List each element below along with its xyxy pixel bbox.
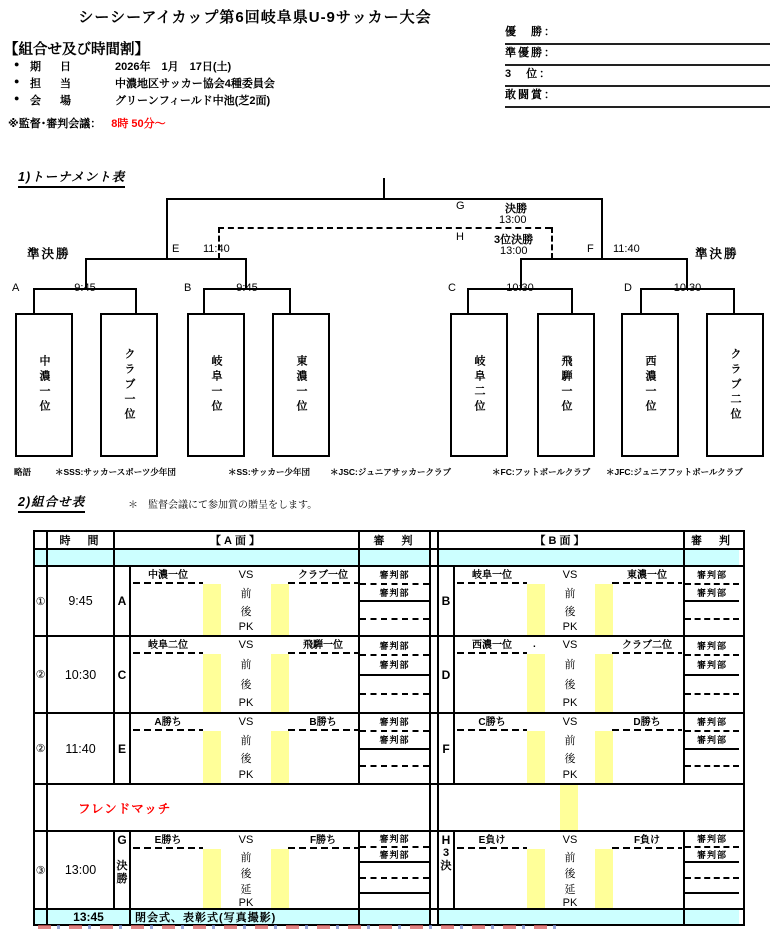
team-box — [621, 313, 679, 457]
referee-label: 審判部 — [696, 834, 727, 845]
score-strip — [595, 731, 613, 783]
vs-label: VS — [238, 569, 254, 581]
team-underline — [288, 582, 358, 584]
abbr-item: ＊JFC:ジュニアフットボールクラブ — [606, 467, 743, 477]
team-box — [15, 313, 73, 457]
third-place-time: 13:00 — [500, 245, 528, 257]
team-name: 岐阜二位 — [473, 355, 485, 415]
abbr-item: ＊SS:サッカー少年団 — [228, 467, 311, 477]
match-block-b — [455, 714, 685, 783]
page-title: シーシーアイカップ第6回岐阜県U-9サッカー大会 — [78, 9, 432, 26]
row-number: ② — [35, 714, 48, 783]
score-strip — [271, 584, 289, 635]
match-f-time: 11:40 — [613, 243, 640, 255]
bullet-icon: ● — [14, 76, 20, 86]
team-box — [537, 313, 595, 457]
team1-label: 岐阜二位 — [148, 640, 188, 651]
schedule-table — [33, 530, 745, 926]
team-underline — [133, 847, 203, 849]
period-labels: 前 後 PK — [562, 588, 578, 633]
period-labels: 前 後 PK — [238, 659, 254, 709]
row-time: 11:40 — [48, 714, 115, 783]
friendly-match-row — [35, 785, 743, 832]
team2-label: F負け — [633, 835, 661, 846]
referee-cell — [685, 832, 739, 908]
match-f-letter: F — [587, 243, 594, 255]
final-letter: G — [456, 200, 465, 212]
closing-label: 閉会式、表彰式(写真撮影) — [131, 910, 360, 924]
bracket-line — [520, 258, 688, 260]
team-name: クラブ二位 — [729, 347, 741, 423]
meeting-time: 8時 50分～ — [111, 118, 166, 130]
vs-label: VS — [238, 716, 254, 728]
score-strip — [271, 731, 289, 783]
meeting-label: ※監督･審判会議： — [8, 118, 102, 130]
period-labels: 前 後 延 PK — [562, 852, 578, 909]
schedule-section-label: 2)組合せ表 — [18, 492, 85, 513]
team-underline — [612, 729, 682, 731]
prize-list — [505, 24, 770, 108]
team1-label: 西濃一位 — [472, 640, 512, 651]
third-sub-label: 3決 — [440, 847, 452, 872]
match-letter-final: H 3決 — [439, 832, 455, 908]
bullet-icon: ● — [14, 59, 20, 69]
info-value: 2026年 1月 17日(土) — [115, 61, 232, 73]
info-value: グリーンフィールド中池(芝2面) — [115, 95, 271, 107]
match-letter: B — [439, 567, 455, 635]
cyan-band-row — [35, 550, 743, 567]
vs-label: VS — [562, 639, 578, 651]
match-block-a — [131, 714, 360, 783]
score-strip — [595, 584, 613, 635]
team1-label: 中濃一位 — [148, 570, 188, 581]
info-line-organizer — [8, 75, 488, 91]
final-sub-label: 決勝 — [116, 860, 128, 885]
team-underline — [288, 652, 358, 654]
referee-cell — [685, 637, 739, 712]
closing-time: 13:45 — [48, 910, 131, 924]
info-value: 中濃地区サッカー協会4種委員会 — [115, 78, 275, 90]
row-number: ③ — [35, 832, 48, 908]
info-label: 期 日 — [30, 61, 75, 73]
match-e-time: 11:40 — [203, 243, 230, 255]
team-name: クラブ一位 — [123, 347, 135, 423]
row-time: 13:00 — [48, 832, 115, 908]
score-strip — [203, 584, 221, 635]
match-block-a — [131, 637, 360, 712]
section-heading: 【組合せ及び時間割】 — [4, 42, 149, 58]
team-box — [187, 313, 245, 457]
match-a-letter: A — [12, 282, 20, 294]
team-box — [100, 313, 158, 457]
score-strip — [271, 849, 289, 908]
match-letter: C — [115, 637, 131, 712]
match-row-4 — [35, 832, 743, 910]
team2-label: D勝ち — [633, 717, 661, 728]
referee-label: 審判部 — [379, 834, 410, 845]
team2-label: クラブ二位 — [622, 640, 672, 651]
final-name: 決勝 — [505, 203, 527, 215]
referee-label: 審判部 — [379, 735, 410, 746]
period-labels: 前 後 PK — [562, 735, 578, 781]
match-b-time: 9:45 — [236, 282, 258, 294]
referee-cell — [685, 567, 739, 635]
meeting-note — [8, 115, 166, 131]
score-strip — [271, 654, 289, 712]
match-e-letter: E — [172, 243, 180, 255]
period-labels: 前 後 PK — [238, 588, 254, 633]
score-strip — [203, 654, 221, 712]
team-underline — [288, 729, 358, 731]
score-strip — [527, 584, 545, 635]
referee-cell — [685, 714, 739, 783]
team2-label: F勝ち — [309, 835, 337, 846]
bracket-line — [166, 198, 168, 260]
match-block-b — [455, 832, 685, 908]
clipped-text-remnant — [38, 925, 560, 929]
team2-label: 飛騨一位 — [303, 640, 343, 651]
score-strip — [595, 654, 613, 712]
bracket-line — [601, 198, 603, 260]
match-row-1 — [35, 567, 743, 637]
col-header-time: 時 間 — [48, 532, 115, 548]
vs-label: VS — [238, 639, 254, 651]
team-name: 東濃一位 — [295, 355, 307, 415]
team-underline — [288, 847, 358, 849]
bracket-line-third-place — [218, 227, 551, 229]
semifinal-label-right: 準決勝 — [695, 247, 739, 261]
match-row-3 — [35, 714, 743, 785]
bracket-line — [166, 198, 603, 200]
match-letter: F — [439, 714, 455, 783]
match-block-a — [131, 832, 360, 908]
referee-label: 審判部 — [696, 735, 727, 746]
abbr-item: ＊FC:フットボールクラブ — [492, 467, 591, 477]
match-d-letter: D — [624, 282, 632, 294]
third-place-name: 3位決勝 — [494, 234, 534, 246]
team-underline — [612, 652, 682, 654]
team-underline — [457, 652, 527, 654]
score-strip — [203, 849, 221, 908]
vs-label: VS — [562, 569, 578, 581]
referee-cell — [360, 714, 431, 783]
team-underline — [612, 847, 682, 849]
team-name: 西濃一位 — [644, 355, 656, 415]
bracket-line-third-place — [551, 227, 553, 259]
row-number: ② — [35, 637, 48, 712]
referee-label: 審判部 — [379, 717, 410, 728]
bullet-icon: ● — [14, 93, 20, 103]
score-strip — [527, 849, 545, 908]
team-underline — [612, 582, 682, 584]
team-underline — [457, 729, 527, 731]
col-header-referee-a: 審 判 — [360, 532, 431, 548]
score-strip — [203, 731, 221, 783]
team-box — [272, 313, 330, 457]
referee-label: 審判部 — [696, 587, 727, 598]
score-strip — [527, 654, 545, 712]
bracket-line — [383, 178, 385, 200]
prize-row-third: 3 位： — [505, 66, 770, 87]
team-underline — [457, 847, 527, 849]
match-a-time: 9:45 — [74, 282, 96, 294]
team2-label: 東濃一位 — [627, 570, 667, 581]
team1-label: E負け — [478, 835, 506, 846]
referee-cell — [360, 567, 431, 635]
prize-row-runnerup: 準優勝： — [505, 45, 770, 66]
info-line-date — [8, 58, 488, 74]
abbr-item: ＊SSS:サッカースポーツ少年団 — [55, 467, 176, 477]
abbr-label: 略語 — [14, 467, 32, 477]
match-block-b — [455, 567, 685, 635]
match-row-2 — [35, 637, 743, 714]
third-place-letter: H — [456, 231, 464, 243]
team-underline — [133, 582, 203, 584]
team2-label: B勝ち — [309, 717, 337, 728]
period-labels: 前 後 延 PK — [238, 852, 254, 909]
col-header-referee-b: 審 判 — [691, 535, 733, 547]
team-underline — [457, 582, 527, 584]
team-name: 中濃一位 — [38, 355, 50, 415]
team2-label: クラブ一位 — [298, 570, 348, 581]
team1-label: E勝ち — [154, 835, 182, 846]
team-underline — [133, 652, 203, 654]
referee-label: 審判部 — [696, 641, 727, 652]
col-header-field-b: 【B面】 — [439, 532, 685, 548]
referee-label: 審判部 — [379, 660, 410, 671]
bracket-line — [85, 258, 247, 260]
stray-dot: . — [533, 639, 536, 650]
match-letter-final: G 決勝 — [115, 832, 131, 908]
score-strip — [595, 849, 613, 908]
period-labels: 前 後 PK — [562, 659, 578, 709]
row-time: 10:30 — [48, 637, 115, 712]
match-letter: D — [439, 637, 455, 712]
referee-label: 審判部 — [379, 570, 410, 581]
team-name: 岐阜一位 — [210, 355, 222, 415]
referee-cell — [360, 637, 431, 712]
info-label: 会 場 — [30, 95, 75, 107]
team1-label: A勝ち — [154, 717, 182, 728]
score-strip — [527, 731, 545, 783]
team-underline — [133, 729, 203, 731]
table-header-row — [35, 532, 743, 550]
friendly-match-label: フレンドマッチ — [78, 802, 172, 816]
closing-row — [35, 910, 743, 924]
match-b-letter: B — [184, 282, 192, 294]
row-time: 9:45 — [48, 567, 115, 635]
match-c-time: 10:30 — [506, 282, 534, 294]
referee-cell — [360, 832, 431, 908]
info-line-venue — [8, 92, 488, 108]
referee-label: 審判部 — [696, 660, 727, 671]
vs-label: VS — [562, 716, 578, 728]
match-block-a — [131, 567, 360, 635]
match-letter: E — [115, 714, 131, 783]
referee-label: 審判部 — [379, 587, 410, 598]
score-strip — [560, 785, 578, 830]
team-box — [706, 313, 764, 457]
team1-label: C勝ち — [478, 717, 506, 728]
row-number: ① — [35, 567, 48, 635]
bracket-section-label: 1)トーナメント表 — [18, 167, 125, 188]
team1-label: 岐阜一位 — [472, 570, 512, 581]
match-block-b — [455, 637, 685, 712]
prize-row-fighting: 敢闘賞： — [505, 87, 770, 108]
period-labels: 前 後 PK — [238, 735, 254, 781]
referee-label: 審判部 — [379, 849, 410, 860]
referee-label: 審判部 — [696, 717, 727, 728]
prize-row-champion: 優 勝： — [505, 24, 770, 45]
vs-label: VS — [238, 834, 254, 846]
abbr-item: ＊JSC:ジュニアサッカークラブ — [330, 467, 452, 477]
vs-label: VS — [562, 834, 578, 846]
referee-label: 審判部 — [696, 570, 727, 581]
semifinal-label-left: 準決勝 — [27, 247, 71, 261]
info-label: 担 当 — [30, 78, 75, 90]
match-letter: A — [115, 567, 131, 635]
team-box — [450, 313, 508, 457]
col-header-field-a: 【A面】 — [115, 532, 360, 548]
participation-note: ＊ 監督会議にて参加賞の贈呈をします。 — [128, 500, 318, 511]
final-time: 13:00 — [499, 214, 527, 226]
referee-label: 審判部 — [696, 849, 727, 860]
team-name: 飛騨一位 — [560, 355, 572, 415]
referee-label: 審判部 — [379, 641, 410, 652]
match-d-time: 10:30 — [673, 282, 702, 294]
match-c-letter: C — [448, 282, 456, 294]
